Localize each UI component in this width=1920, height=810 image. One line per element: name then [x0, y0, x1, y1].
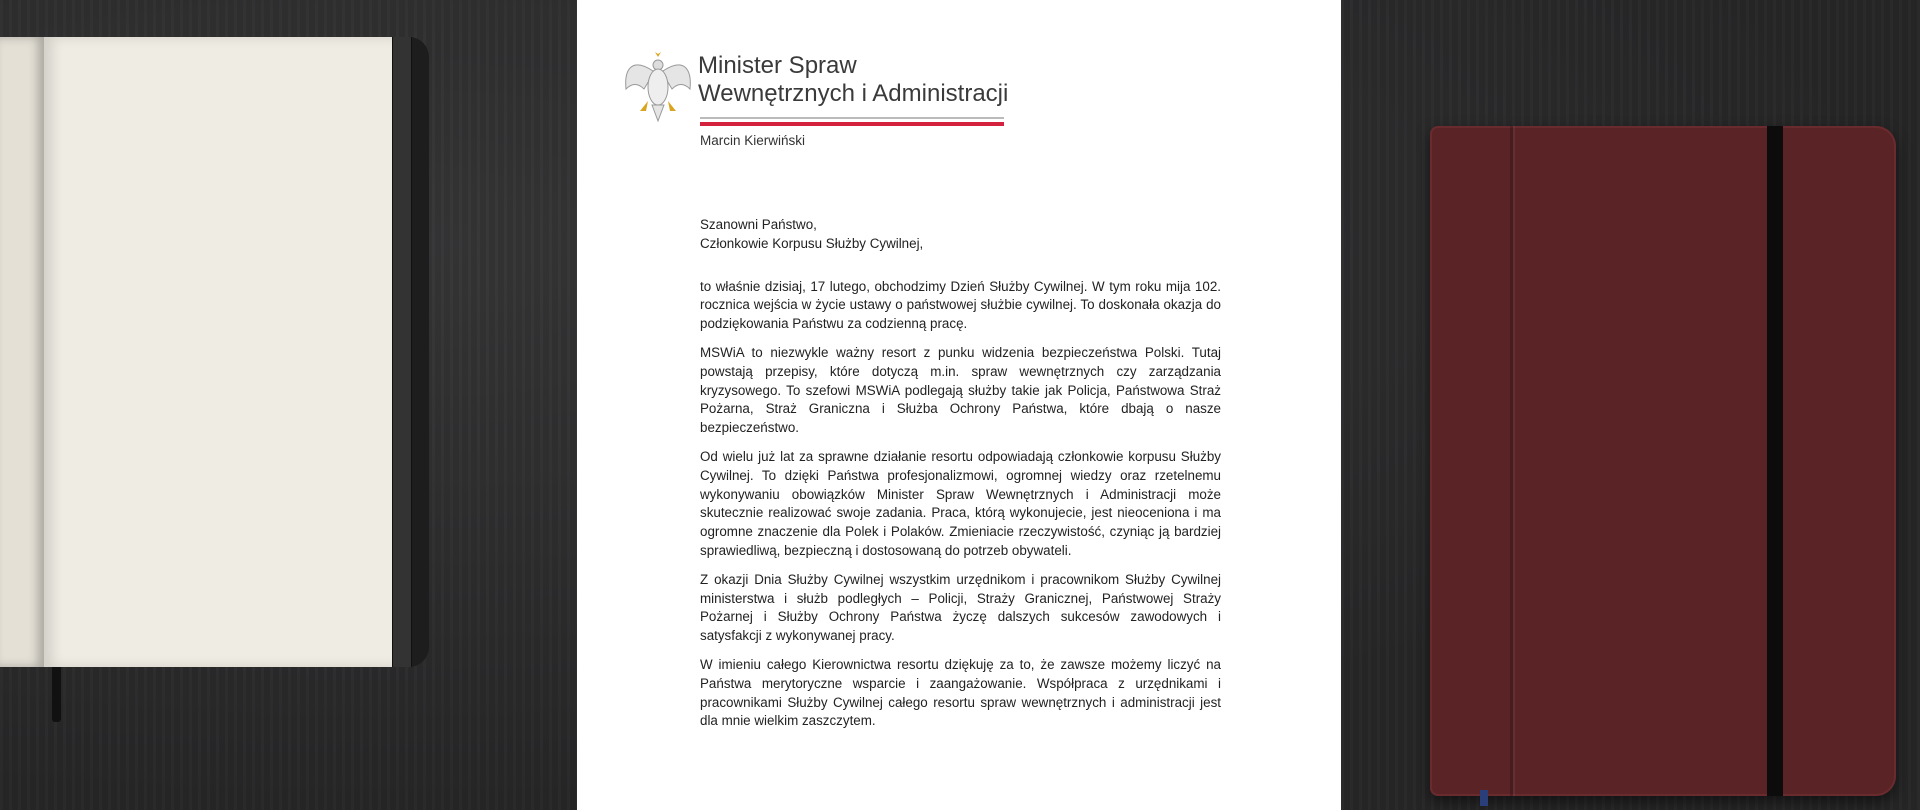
- red-rule: [700, 122, 1004, 126]
- letterhead-rule: [700, 117, 1004, 126]
- gray-rule: [700, 117, 1004, 119]
- notebook-elastic-band: [1767, 126, 1783, 796]
- organization-name: [698, 52, 1008, 108]
- paragraph: W imieniu całego Kierownictwa resortu dziękuję za to, że zawsze możemy liczyć na Państwa merytoryczne wsparcie i zaangażowanie. Współpraca z urzędnikami i pracownikami Służby Cywilnej całego resortu spraw wewnętrznych i administracji jest dla mnie wielkim zaszczytem.: [700, 656, 1221, 729]
- notebook-elastic-strap: [392, 37, 412, 667]
- minister-name: Marcin Kierwiński: [700, 133, 806, 148]
- notebook-left-page: [0, 37, 44, 667]
- notebook-bookmark-ribbon: [52, 667, 61, 722]
- paragraph: MSWiA to niezwykle ważny resort z punku widzenia bezpieczeństwa Polski. Tutaj powstają przepisy, które dotyczą m.in. spraw wewnętrznych czy zarządzania kryzysowego. To szefowi MSWiA podlegają służby takie jak Policja, Państwowa Straż Pożarna, Straż Graniczna i Służba Ochrony Państwa, które dbają o nasze bezpieczeństwo.: [700, 344, 1221, 436]
- paragraph: Od wielu już lat za sprawne działanie resortu odpowiadają członkowie korpusu Służby Cywilnej. To dzięki Państwa profesjonalizmowi, ogromnej wiedzy oraz rzetelnemu wykonywaniu obowiązków Minister Spraw Wewnętrznych i Administracji może skutecznie realizować swoje zadania. Praca, którą wykonujecie, jest nieoceniona i ma ogromne znaczenie dla Polek i Polaków. Zmieniacie rzeczywistość, czyniąc ją bardziej sprawiedliwą, bezpieczną i dostosowaną do potrzeb obywateli.: [700, 448, 1221, 558]
- org-line-2: Wewnętrznych i Administracji: [698, 80, 1009, 107]
- letter-body: [700, 216, 1221, 741]
- greeting-line-2: Członkowie Korpusu Służby Cywilnej,: [700, 235, 924, 251]
- greeting-line-1: Szanowni Państwo,: [700, 217, 817, 232]
- notebook-spine: [1510, 126, 1513, 796]
- notebook-bookmark-ribbon: [1480, 790, 1488, 806]
- paragraph: Z okazji Dnia Służby Cywilnej wszystkim urzędnikom i pracownikom Służby Cywilnej ministerstwa i służb podległych – Policji, Straży Granicznej, Państwowej Straży Pożarnej i Służby Ochrony Państwa życzę dalszych sukcesów zawodowych i satysfakcji z wykonywanej pracy.: [700, 571, 1221, 644]
- notebook-blank-page: [44, 37, 404, 667]
- paragraph: to właśnie dzisiaj, 17 lutego, obchodzimy Dzień Służby Cywilnej. W tym roku mija 102. rocznica wejścia w życie ustawy o państwowej służbie cywilnej. To doskonała okazja do podziękowania Państwu za codzienną pracę.: [700, 278, 1221, 332]
- org-line-1: Minister Spraw: [698, 52, 857, 79]
- polish-eagle-emblem-icon: [622, 49, 694, 123]
- notebook-cover: [1430, 126, 1896, 796]
- greeting: [700, 216, 1221, 254]
- open-notebook: [0, 37, 429, 667]
- closed-notebook: [1430, 126, 1896, 796]
